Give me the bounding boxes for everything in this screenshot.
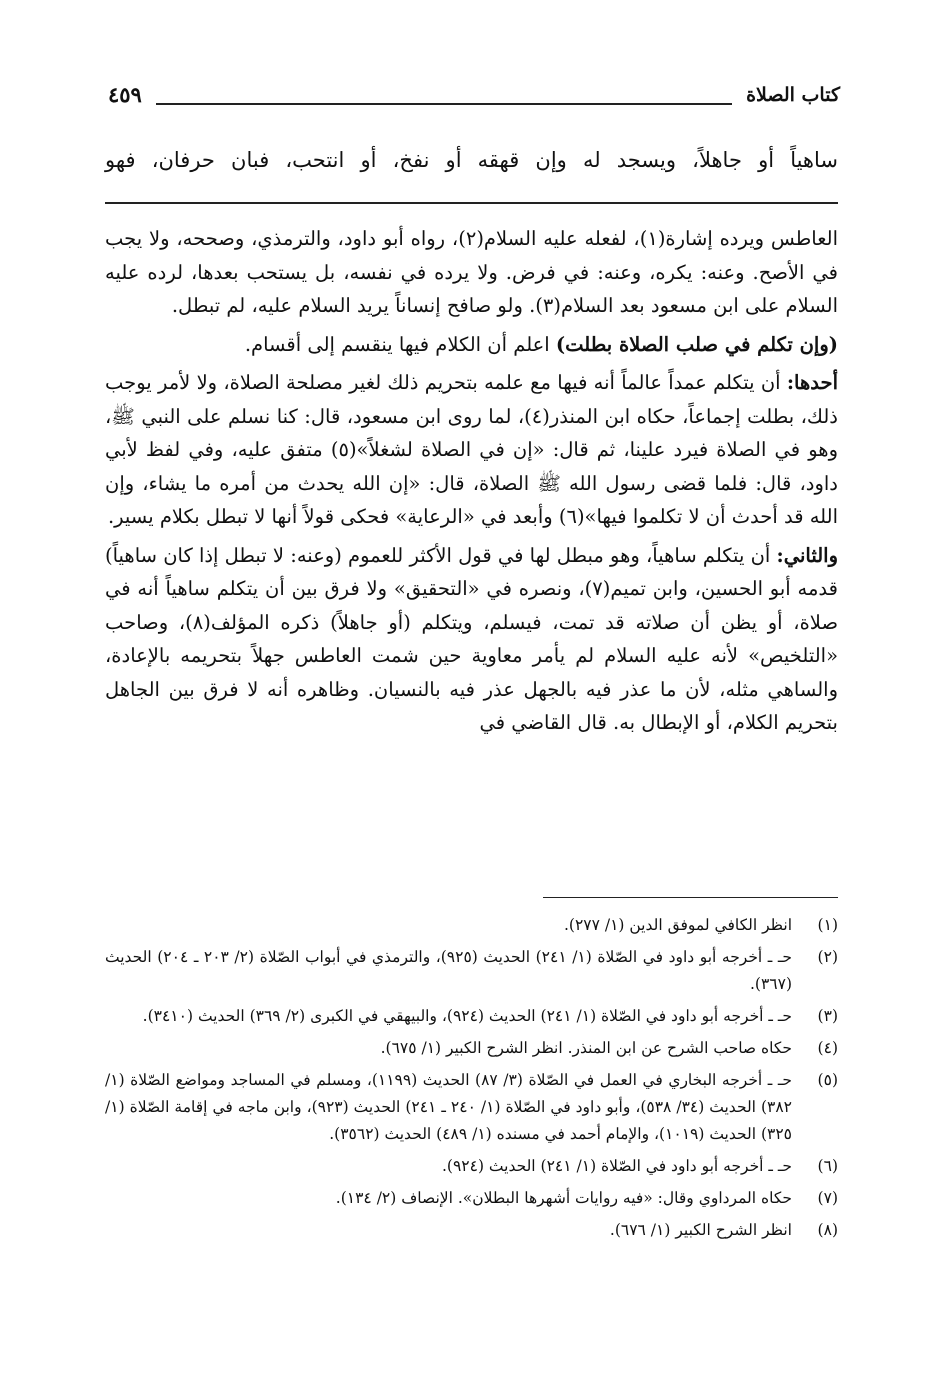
main-text-top: ساهياً أو جاهلاً، ويسجد له وإن قهقه أو نفخ، أو انتحب، فبان حرفان، فهو (105, 148, 838, 172)
footnote-number: (٤) (817, 1039, 838, 1057)
commentary-text (105, 222, 838, 745)
footnote-number: (١) (817, 916, 838, 934)
footnote (105, 1035, 838, 1062)
footnote-number: (٢) (817, 948, 838, 966)
footnote-text: حكاه المرداوي وقال: «فيه روايات أشهرها البطلان». الإنصاف (٢/ ١٣٤). (335, 1189, 792, 1207)
footnotes (105, 912, 838, 1249)
footnote-text: حـ ـ أخرجه أبو داود في الصّلاة (١/ ٢٤١) الحديث (٩٢٥)، والترمذي في أبواب الصّلاة (٢/ ٢٠٣ ـ ٢٠٤) الحديث (٣٦٧). (105, 948, 792, 993)
separator-rule (105, 202, 838, 204)
paragraph-lead: أحدها: (786, 371, 838, 394)
footnote (105, 1153, 838, 1180)
footnote-number: (٦) (817, 1157, 838, 1175)
footnote-number: (٧) (817, 1189, 838, 1207)
paragraph-text: أن يتكلم عمداً عالماً أنه فيها مع علمه بتحريم ذلك لغير مصلحة الصلاة، ولا لأمر يوجب ذلك، بطلت إجماعاً، حكاه ابن المنذر(٤)، لما روى ابن مسعود، قال: كنا نسلم على النبي ﷺ، وهو في الصلاة فيرد علينا، ثم قال: «إن في الصلاة لشغلاً»(٥) متفق عليه، وفي لفظ لأبي داود، قال: فلما قضى رسول الله ﷺ الصلاة، قال: «إن الله يحدث من أمره ما يشاء، وإن الله قد أحدث أن لا تكلموا فيها»(٦) وأبعد في «الرعاية» فحكى قولاً أنها لا تبطل بكلام يسير. (105, 371, 838, 528)
footnote (105, 1067, 838, 1148)
footnote-text: انظر الشرح الكبير (١/ ٦٧٦). (609, 1221, 792, 1239)
footnote-text: حـ ـ أخرجه أبو داود في الصّلاة (١/ ٢٤١) الحديث (٩٢٤). (441, 1157, 792, 1175)
paragraph-text: اعلم أن الكلام فيها ينقسم إلى أقسام. (244, 332, 556, 356)
paragraph-lead: (وإن تكلم في صلب الصلاة بطلت) (555, 332, 838, 356)
running-title: كتاب الصلاة (746, 84, 840, 106)
footnote (105, 1217, 838, 1244)
footnote-rule (543, 897, 838, 898)
page-number: ٤٥٩ (108, 82, 142, 107)
footnote-number: (٥) (817, 1071, 838, 1089)
paragraph-text: العاطس ويرده إشارة(١)، لفعله عليه السلام(٢)، رواه أبو داود، والترمذي، وصححه، ولا يجب في الأصح. وعنه: يكره، وعنه: في فرض. ولا يرده في نفسه، بل يستحب بعدها، لرده عليه السلام على ابن مسعود بعد السلام(٣). ولو صافح إنساناً يريد السلام عليه، لم تبطل. (105, 227, 838, 317)
footnote-number: (٣) (817, 1007, 838, 1025)
footnote-text: حـ ـ أخرجه البخاري في العمل في الصّلاة (٣/ ٨٧) الحديث (١١٩٩)، ومسلم في المساجد ومواضع الصّلاة (١/ ٣٨٢) الحديث (٣٤/ ٥٣٨)، وأبو داود في الصّلاة (١/ ٢٤٠ ـ ٢٤١) الحديث (٩٢٣)، وابن ماجه في إقامة الصّلاة (١/ ٣٢٥) الحديث (١٠١٩)، والإمام أحمد في مسنده (١/ ٤٨٩) الحديث (٣٥٦٢). (105, 1071, 792, 1143)
footnote (105, 1003, 838, 1030)
footnote (105, 1185, 838, 1212)
footnote (105, 944, 838, 998)
header-rule (156, 103, 732, 105)
paragraph (105, 539, 838, 740)
paragraph (105, 328, 838, 362)
footnote-text: حكاه صاحب الشرح عن ابن المنذر. انظر الشرح الكبير (١/ ٦٧٥). (380, 1039, 792, 1057)
paragraph-text: أن يتكلم ساهياً، وهو مبطل لها في قول الأكثر للعموم (وعنه: لا تبطل إذا كان ساهياً) قدمه أبو الحسين، وابن تميم(٧)، ونصره في «التحقيق» ولا فرق بين أن يتكلم ساهياً أنه في صلاة، أو يظن أن صلاته قد تمت، فيسلم، ويتكلم (أو جاهلاً) ذكره المؤلف(٨)، وصاحب «التلخيص» لأنه عليه السلام لم يأمر معاوية حين شمت العاطس جهلاً بتحريمه بالإعادة، والساهي مثله، لأن ما عذر فيه بالجهل عذر فيه بالنسيان. وظاهره أنه لا فرق بين الجاهل بتحريم الكلام، أو الإبطال به. قال القاضي في (105, 543, 839, 734)
paragraph-lead: والثاني: (776, 543, 838, 567)
footnote-number: (٨) (817, 1221, 838, 1239)
page-header (98, 84, 840, 116)
paragraph (105, 222, 838, 323)
footnote (105, 912, 838, 939)
paragraph (105, 366, 838, 534)
footnote-text: انظر الكافي لموفق الدين (١/ ٢٧٧). (563, 916, 792, 934)
footnote-text: حـ ـ أخرجه أبو داود في الصّلاة (١/ ٢٤١) الحديث (٩٢٤)، والبيهقي في الكبرى (٢/ ٣٦٩) الحديث (٣٤١٠). (142, 1007, 792, 1025)
